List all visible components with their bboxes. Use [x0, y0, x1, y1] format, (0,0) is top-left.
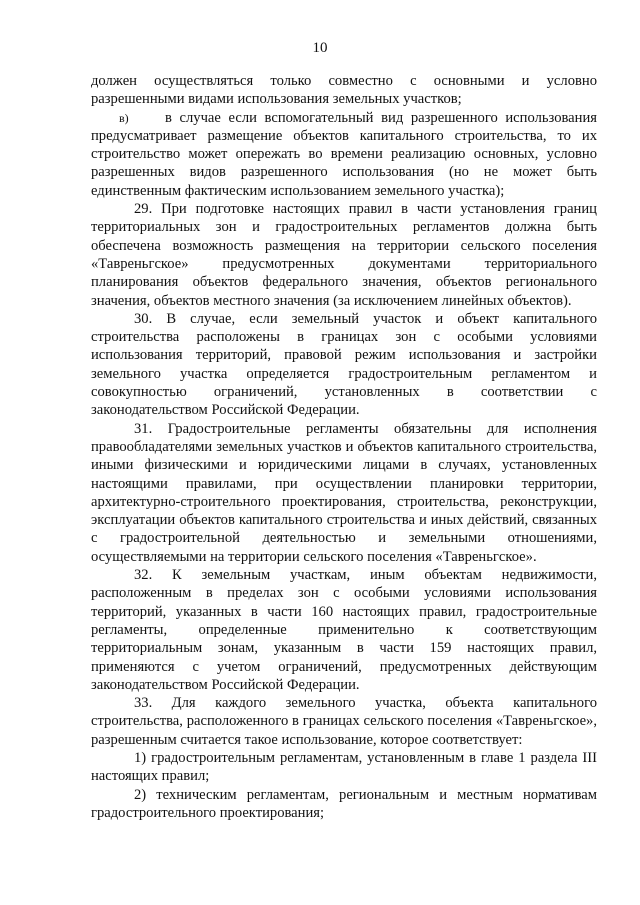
list-marker-v: в) — [119, 110, 129, 125]
list-item-v-text: в случае если вспомогательный вид разрешенного использования предусматривает размещение объектов капитального строительства, то их строительство может опережать во времени реализацию основных, условно разрешенных видов разрешенного использования (но не может быть единственным фактическим использованием земельного участка); — [91, 109, 597, 199]
paragraph-29: 29. При подготовке настоящих правил в части установления границ территориальных зон и градостроительных регламентов должна быть обеспечена возможность размещения на территории сельского поселения «Тавреньгское» предусмотренных документами территориального планирования объектов федерального значения, объектов регионального значения, объектов местного значения (за исключением линейных объектов). — [91, 201, 597, 309]
paragraph-30: 30. В случае, если земельный участок и объект капитального строительства расположены в границах зон с особыми условиями использования территорий, правовой режим использования и застройки земельного участка определяется градостроительным регламентом и совокупностью ограничений, установленных в соответствии с законодательством Российской Федерации. — [91, 310, 597, 419]
page-number: 10 — [312, 40, 328, 56]
paragraph-31: 31. Градостроительные регламенты обязательны для исполнения правообладателями земельных участков и объектов капитального строительства, иными физическими и юридическими лицами в случаях, установленных настоящими правилами, при осуществлении планировки территории, архитектурно-строительного проектирования, строительства, реконструкции, эксплуатации объектов капитального строительства и иных действий, связанных с градостроительной деятельностью и земельными отношениями, осуществляемыми на территории сельского поселения «Тавреньгское». — [91, 420, 597, 565]
paragraph-continuation: должен осуществляться только совместно с основными и условно разрешенными видами использования земельных участков; — [91, 73, 597, 108]
document-body — [91, 72, 597, 822]
list-item-v — [91, 109, 597, 200]
paragraph-33: 33. Для каждого земельного участка, объекта капитального строительства, расположенного в границах сельского поселения «Тавреньгское», разрешенным считается такое использование, которое соответствует: — [91, 695, 597, 748]
paragraph-33-item-2: 2) техническим регламентам, региональным и местным нормативам градостроительного проектирования; — [91, 786, 597, 821]
paragraph-32: 32. К земельным участкам, иным объектам недвижимости, расположенным в пределах зон с особыми условиями использования территорий, указанных в части 160 настоящих правил, градостроительные регламенты, определенные применительно к соответствующим территориальным зонам, указанным в части 159 настоящих правил, применяются с учетом ограничений, предусмотренных действующим законодательством Российской Федерации. — [91, 567, 597, 693]
paragraph-33-item-1: 1) градостроительным регламентам, установленным в главе 1 раздела III настоящих правил; — [91, 749, 597, 785]
